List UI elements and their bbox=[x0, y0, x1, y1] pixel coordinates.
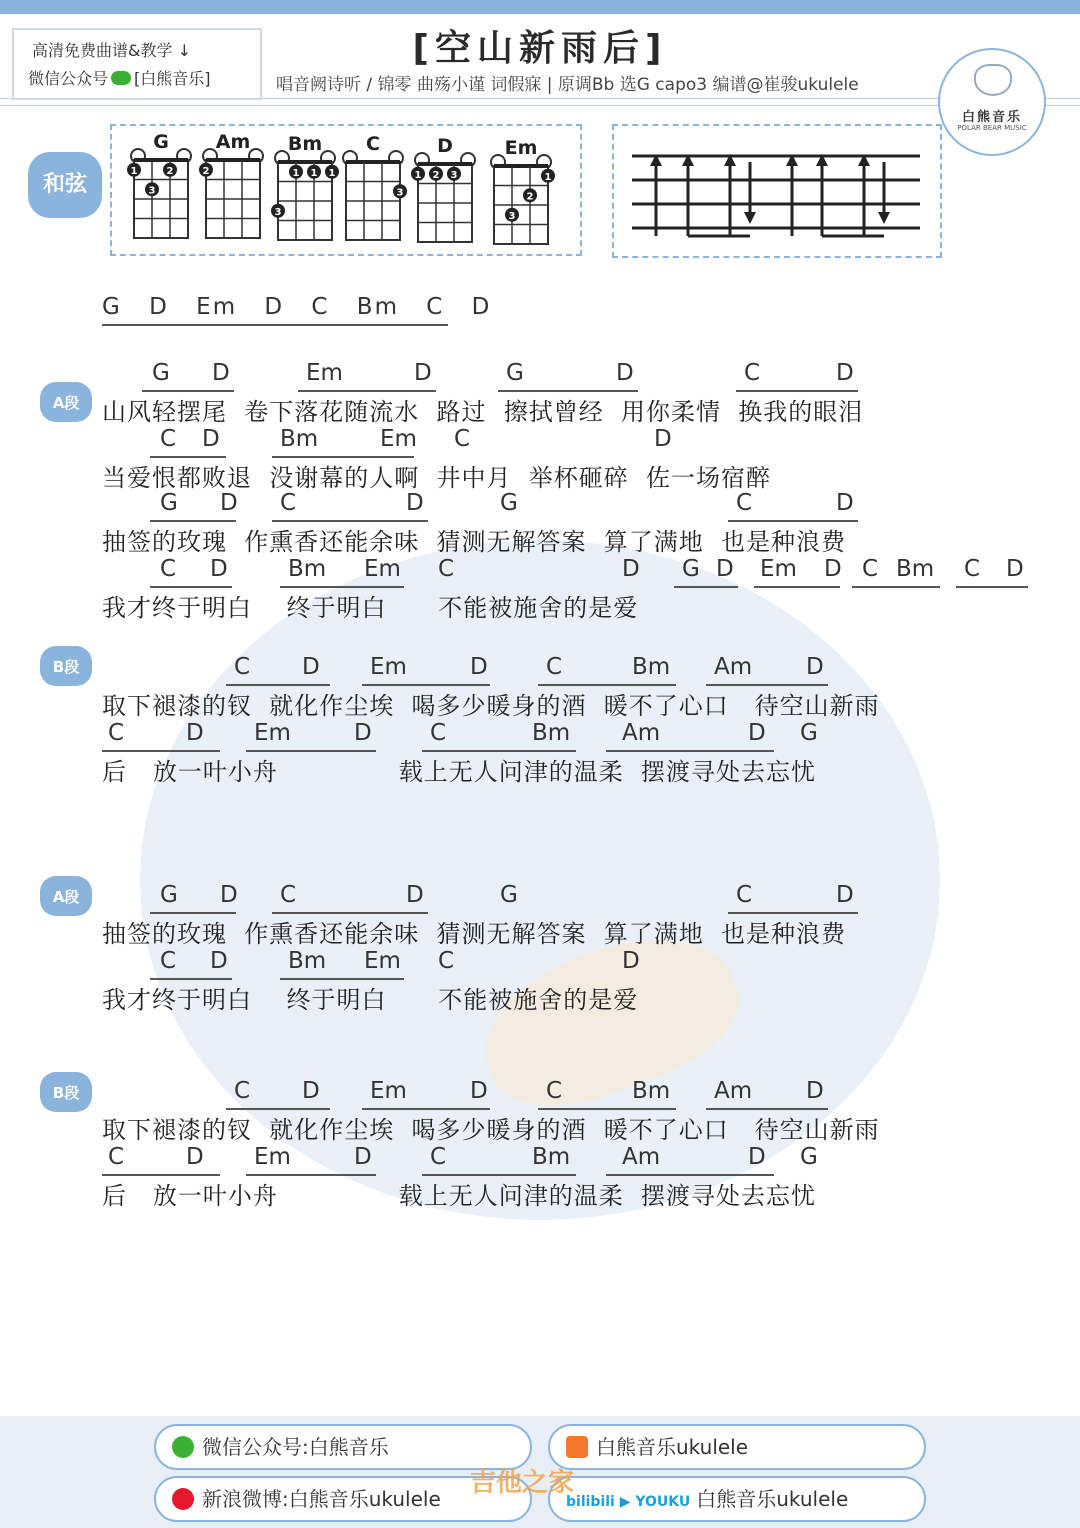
taobao-icon bbox=[566, 1436, 588, 1458]
chord-label: G bbox=[160, 490, 178, 516]
bilibili-youku-icon: bilibili ▶ YOUKU bbox=[566, 1494, 691, 1510]
chord-label: D bbox=[470, 1078, 488, 1104]
chord-diagram-name: G bbox=[153, 131, 169, 153]
chord-label: Am bbox=[714, 1078, 753, 1104]
a2-lyric-line-1: 抽签的玫瑰 作熏香还能余味 猜测无解答案 算了满地 也是种浪费 bbox=[102, 920, 847, 948]
chord-label: D bbox=[806, 1078, 824, 1104]
chord-label: Em bbox=[370, 1078, 407, 1104]
chord-label: D bbox=[836, 882, 854, 908]
chord-diagram-name: Em bbox=[504, 137, 538, 159]
chord-label: D bbox=[836, 490, 854, 516]
logo-subtext: POLAR BEAR MUSIC bbox=[957, 124, 1027, 132]
finger-number: 1 bbox=[544, 171, 552, 183]
chord-label: D bbox=[302, 654, 320, 680]
chord-label: C bbox=[546, 654, 563, 680]
weibo-icon bbox=[172, 1488, 194, 1510]
chord-label: Em bbox=[760, 556, 797, 582]
chord-label: G bbox=[800, 1144, 818, 1170]
chord-underline bbox=[852, 586, 940, 588]
chord-label: Em bbox=[364, 948, 401, 974]
intro-chords bbox=[102, 294, 491, 320]
wechat-label: 微信公众号:白熊音乐 bbox=[202, 1435, 389, 1459]
chord-label: C bbox=[160, 948, 177, 974]
intro-underline bbox=[102, 324, 448, 326]
chord-label: Bm bbox=[532, 1144, 571, 1170]
chord-label: C bbox=[430, 1144, 447, 1170]
chord-label: D bbox=[716, 556, 734, 582]
chord-label: Em bbox=[254, 1144, 291, 1170]
chord-label: C bbox=[234, 1078, 251, 1104]
chord-label: C bbox=[736, 882, 753, 908]
section-badge-b1: B段 bbox=[40, 646, 92, 686]
chord-label: Em bbox=[364, 556, 401, 582]
b2-lyric-line-2: 后 放一叶小舟 载上无人问津的温柔 摆渡寻处去忘忧 bbox=[102, 1182, 816, 1210]
b2-lyric-line-1: 取下褪漆的钗 就化作尘埃 喝多少暖身的酒 暖不了心口 待空山新雨 bbox=[102, 1116, 880, 1144]
chord-label: D bbox=[210, 948, 228, 974]
strum-pattern bbox=[614, 126, 940, 256]
chord-label: D bbox=[470, 654, 488, 680]
finger-number: 3 bbox=[148, 185, 156, 197]
taobao-link[interactable] bbox=[548, 1424, 926, 1470]
chord-diagram-name: C bbox=[366, 133, 380, 155]
chord-label: D bbox=[354, 720, 372, 746]
chord-label: D bbox=[824, 556, 842, 582]
video-link[interactable] bbox=[548, 1476, 926, 1522]
chord-label: D bbox=[186, 720, 204, 746]
wechat-icon bbox=[172, 1436, 194, 1458]
section-badge-a2: A段 bbox=[40, 876, 92, 916]
chord-label: D bbox=[212, 360, 230, 386]
chord-label: G bbox=[160, 882, 178, 908]
chord-label: Am bbox=[714, 654, 753, 680]
chord-label: G bbox=[500, 882, 518, 908]
chord-label: D bbox=[1006, 556, 1024, 582]
chord-label: D bbox=[616, 360, 634, 386]
chord-label: Em bbox=[254, 720, 291, 746]
chord-label: D bbox=[622, 948, 640, 974]
chord-label: Em bbox=[380, 426, 417, 452]
chord-label: D bbox=[220, 882, 238, 908]
finger-number: 2 bbox=[526, 191, 534, 203]
finger-number: 1 bbox=[130, 165, 138, 177]
finger-number: 1 bbox=[292, 167, 300, 179]
wechat-icon bbox=[111, 71, 131, 85]
chord-label: C bbox=[546, 1078, 563, 1104]
chord-label: D bbox=[622, 556, 640, 582]
finger-number: 3 bbox=[508, 210, 516, 222]
chords-badge: 和弦 bbox=[28, 152, 102, 218]
finger-number: 3 bbox=[450, 169, 458, 181]
chord-label: C bbox=[108, 720, 125, 746]
b1-lyric-line-1: 取下褪漆的钗 就化作尘埃 喝多少暖身的酒 暖不了心口 待空山新雨 bbox=[102, 692, 880, 720]
promo-account-name: [白熊音乐] bbox=[134, 69, 211, 88]
intro-chord-line: G D Em D C Bm C D bbox=[102, 294, 492, 320]
finger-number: 2 bbox=[166, 165, 174, 177]
chord-label: C bbox=[744, 360, 761, 386]
chord-label: C bbox=[862, 556, 879, 582]
chord-label: C bbox=[454, 426, 471, 452]
a1-lyric-line-2: 当爱恨都败退 没谢幕的人啊 井中月 举杯砸碎 佐一场宿醉 bbox=[102, 464, 772, 492]
chord-diagram-name: D bbox=[437, 135, 453, 157]
chord-label: C bbox=[430, 720, 447, 746]
chord-label: D bbox=[220, 490, 238, 516]
chord-label: D bbox=[806, 654, 824, 680]
chord-label: C bbox=[438, 556, 455, 582]
taobao-label: 白熊音乐ukulele bbox=[596, 1435, 749, 1459]
chord-label: D bbox=[302, 1078, 320, 1104]
chord-label: Bm bbox=[632, 1078, 671, 1104]
chord-label: D bbox=[406, 490, 424, 516]
site-watermark: 吉他之家 bbox=[470, 1468, 575, 1498]
chord-label: C bbox=[736, 490, 753, 516]
chord-label: D bbox=[210, 556, 228, 582]
chord-label: D bbox=[414, 360, 432, 386]
chord-label: G bbox=[152, 360, 170, 386]
finger-number: 1 bbox=[328, 167, 336, 179]
chord-label: G bbox=[682, 556, 700, 582]
bear-icon bbox=[974, 64, 1012, 96]
finger-number: 3 bbox=[274, 206, 282, 218]
promo-line-1: 高清免费曲谱&教学 ↓ bbox=[32, 41, 191, 60]
song-credits: 唱音阙诗听 / 锦零 曲殇小谨 词假寐 | 原调Bb 选G capo3 编谱@崔骏ukulele bbox=[276, 75, 859, 95]
section-badge-b2: B段 bbox=[40, 1072, 92, 1112]
logo-text: 白熊音乐 bbox=[961, 110, 1022, 125]
chord-label: D bbox=[186, 1144, 204, 1170]
chord-label: Bm bbox=[288, 556, 327, 582]
weibo-label: 新浪微博:白熊音乐ukulele bbox=[202, 1487, 441, 1511]
chord-diagram-name: Bm bbox=[287, 133, 323, 155]
a1-lyric-line-4: 我才终于明白 终于明白 不能被施舍的是爱 bbox=[102, 594, 639, 622]
chord-label: Bm bbox=[896, 556, 935, 582]
a2-lyric-line-2: 我才终于明白 终于明白 不能被施舍的是爱 bbox=[102, 986, 639, 1014]
strum-pattern-box bbox=[612, 124, 942, 258]
chord-diagrams bbox=[112, 126, 580, 254]
chord-label: C bbox=[160, 426, 177, 452]
chord-label: D bbox=[748, 1144, 766, 1170]
finger-number: 1 bbox=[310, 167, 318, 179]
chord-label: C bbox=[964, 556, 981, 582]
chord-label: C bbox=[280, 882, 297, 908]
chord-label: Am bbox=[622, 1144, 661, 1170]
chord-label: Em bbox=[306, 360, 343, 386]
chord-underline bbox=[754, 586, 840, 588]
a1-lyric-line-1: 山风轻摆尾 卷下落花随流水 路过 擦拭曾经 用你柔情 换我的眼泪 bbox=[102, 398, 864, 426]
chord-label: C bbox=[108, 1144, 125, 1170]
chord-label: C bbox=[438, 948, 455, 974]
section-badge-a1: A段 bbox=[40, 382, 92, 422]
finger-number: 3 bbox=[396, 187, 404, 199]
chord-label: D bbox=[354, 1144, 372, 1170]
a1-lyric-line-3: 抽签的玫瑰 作熏香还能余味 猜测无解答案 算了满地 也是种浪费 bbox=[102, 528, 847, 556]
video-label: 白熊音乐ukulele bbox=[696, 1487, 849, 1511]
chord-label: G bbox=[500, 490, 518, 516]
chord-label: D bbox=[836, 360, 854, 386]
chord-label: Em bbox=[370, 654, 407, 680]
chord-label: D bbox=[406, 882, 424, 908]
chord-label: G bbox=[800, 720, 818, 746]
chord-diagram-box bbox=[110, 124, 582, 256]
header-divider-2 bbox=[0, 105, 1080, 106]
chord-label: Bm bbox=[632, 654, 671, 680]
chord-diagram-name: Am bbox=[215, 131, 251, 153]
chord-label: Bm bbox=[280, 426, 319, 452]
chord-label: D bbox=[654, 426, 672, 452]
finger-number: 2 bbox=[202, 165, 210, 177]
finger-number: 1 bbox=[414, 169, 422, 181]
chord-label: G bbox=[506, 360, 524, 386]
chord-label: C bbox=[160, 556, 177, 582]
chord-underline bbox=[674, 586, 738, 588]
top-bar bbox=[0, 0, 1080, 14]
chord-label: Am bbox=[622, 720, 661, 746]
chord-label: D bbox=[748, 720, 766, 746]
chord-label: Bm bbox=[532, 720, 571, 746]
polar-bear-logo bbox=[938, 48, 1046, 156]
chord-label: D bbox=[202, 426, 220, 452]
chord-underline bbox=[956, 586, 1028, 588]
b1-lyric-line-2: 后 放一叶小舟 载上无人问津的温柔 摆渡寻处去忘忧 bbox=[102, 758, 816, 786]
song-title: [空山新雨后] bbox=[412, 28, 668, 69]
chord-label: C bbox=[234, 654, 251, 680]
finger-number: 2 bbox=[432, 169, 440, 181]
chord-label: C bbox=[280, 490, 297, 516]
chord-label: Bm bbox=[288, 948, 327, 974]
promo-wechat-label: 微信公众号 bbox=[28, 69, 109, 88]
